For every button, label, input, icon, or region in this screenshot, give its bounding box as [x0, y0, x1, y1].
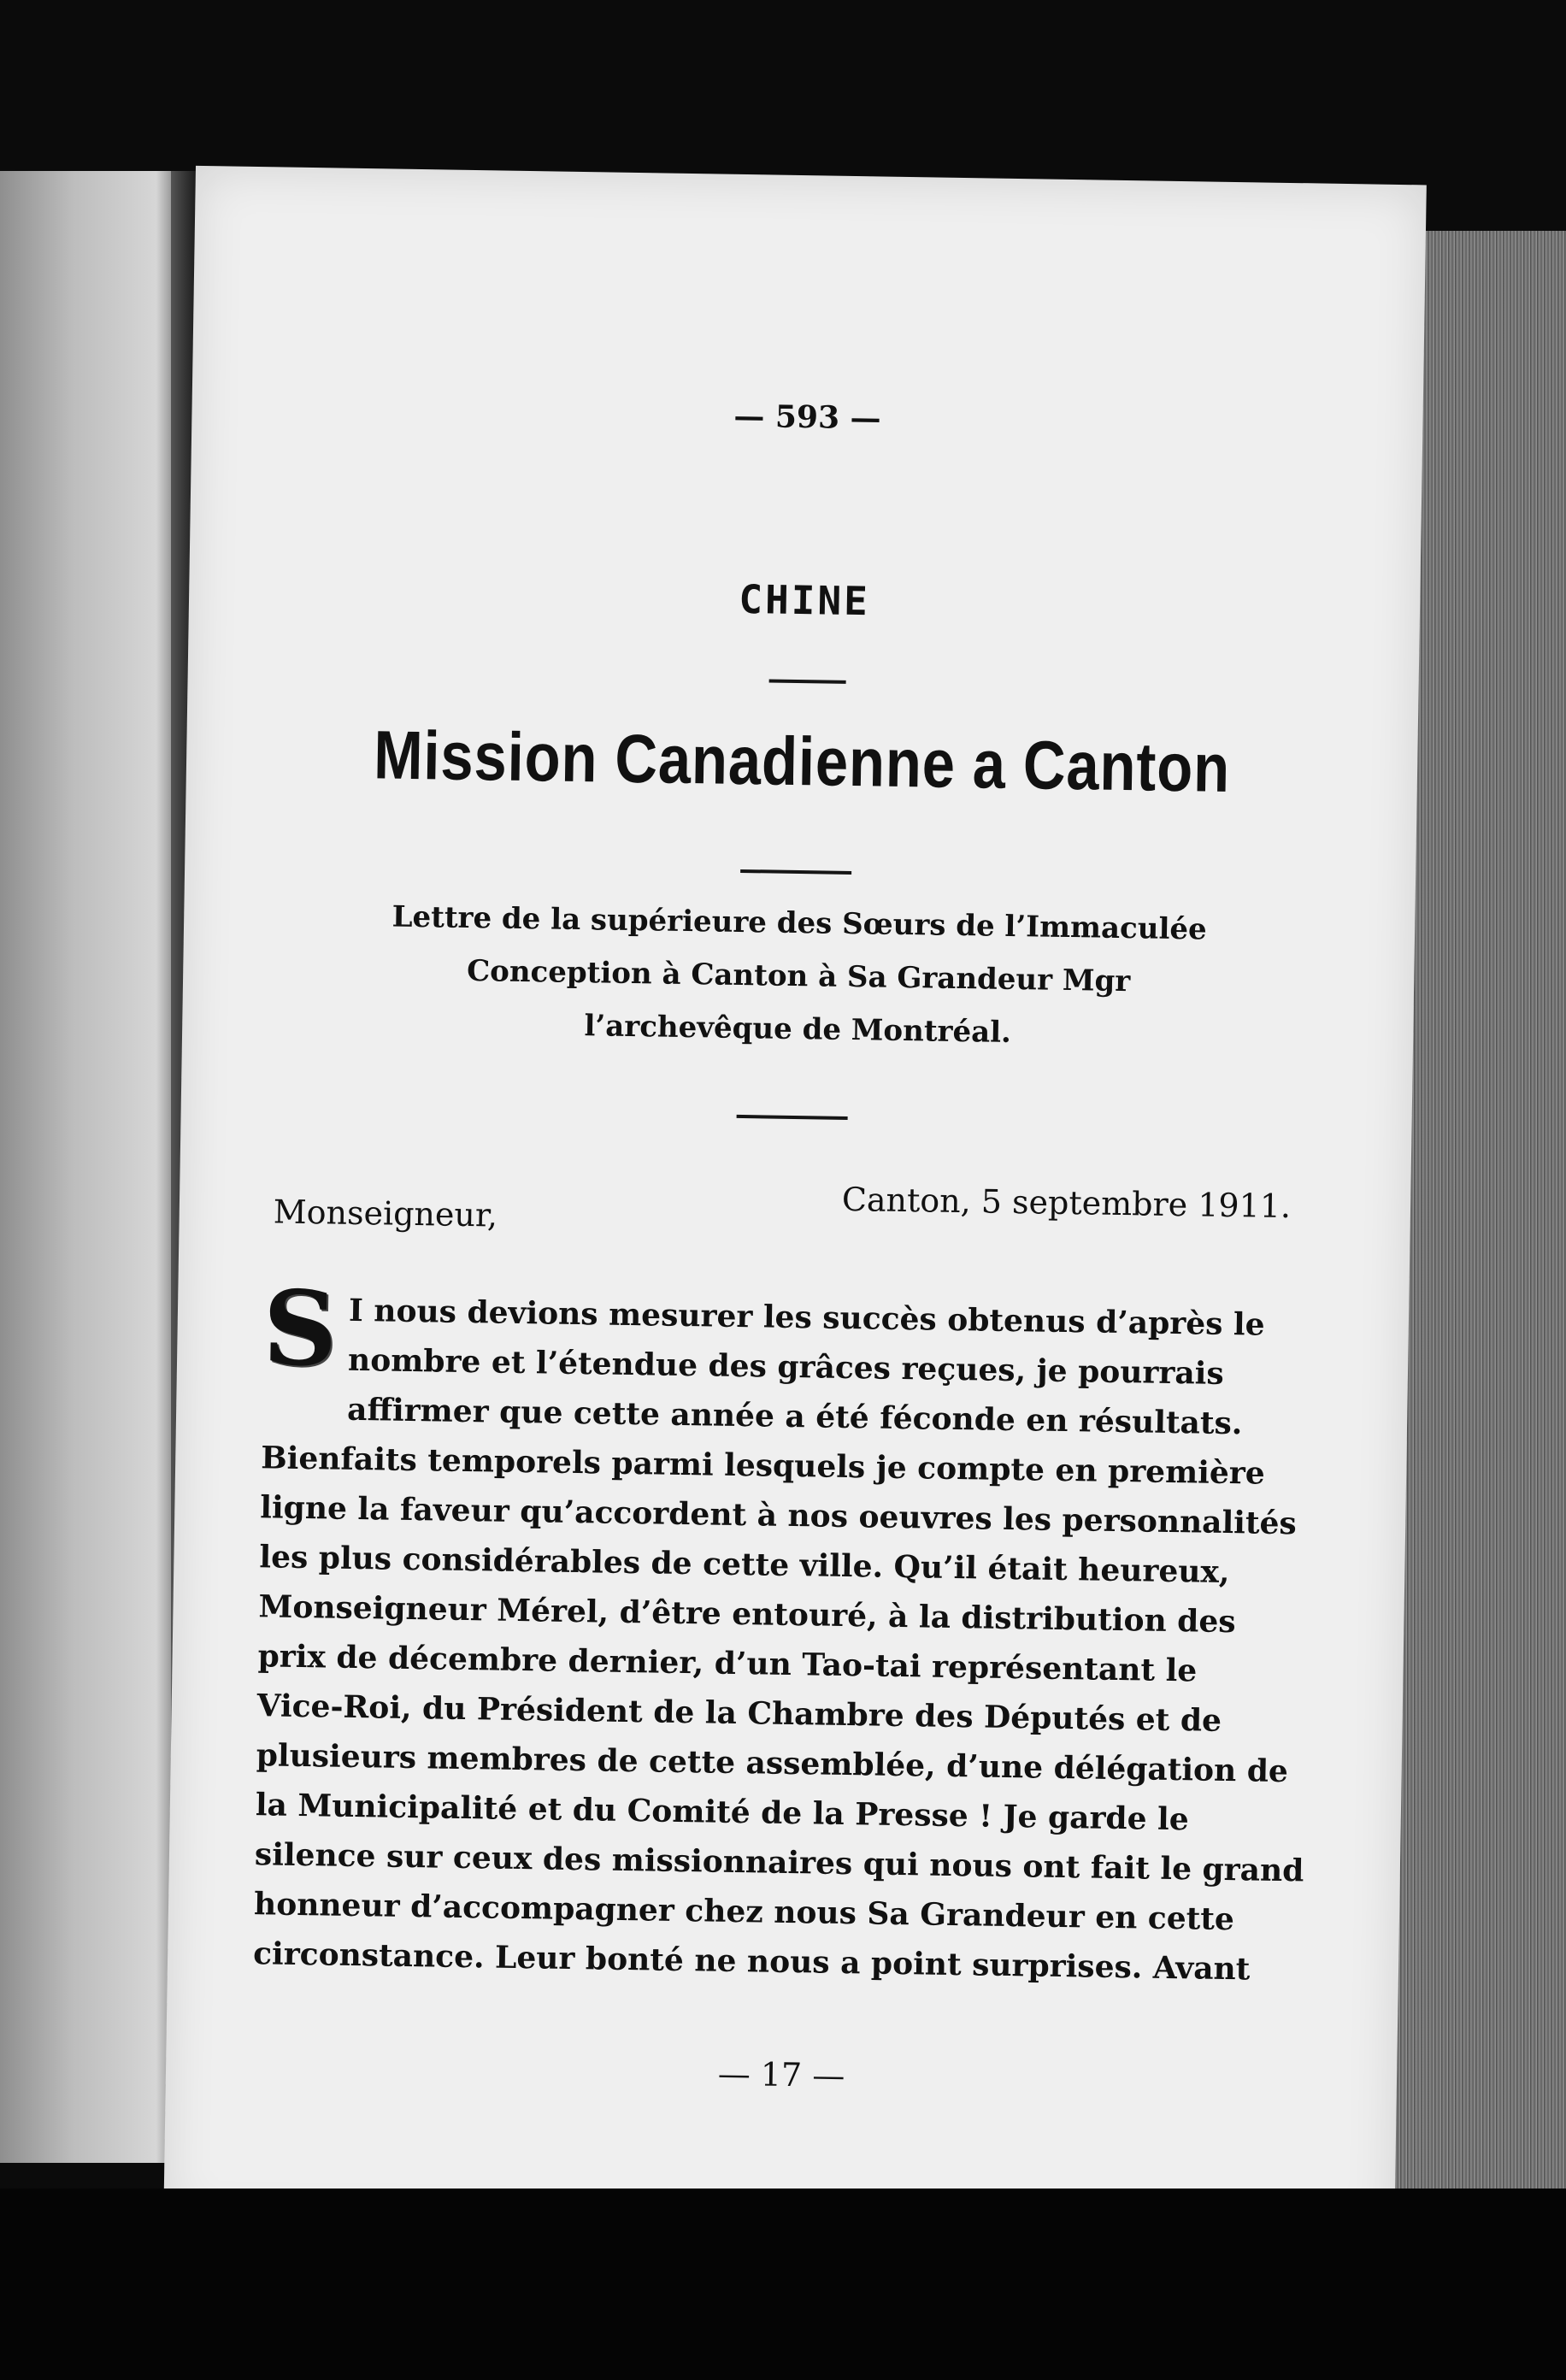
background-bottom: [0, 2189, 1566, 2380]
divider-rule: [737, 1115, 848, 1120]
subtitle-line: l’archevêque de Montréal.: [584, 1009, 1012, 1050]
body-line: ligne la faveur qu’accordent à nos oeuvres les personnalités: [260, 1489, 1298, 1542]
divider-rule: [769, 679, 846, 683]
article-title: Mission Canadienne a Canton: [373, 716, 1231, 806]
subtitle-line: Lettre de la supérieure des Sœurs de l’Immaculée: [392, 899, 1208, 947]
book-page: [163, 166, 1427, 2245]
body-line: Vice-Roi, du Président de la Chambre des Députés et de: [256, 1688, 1222, 1739]
divider-rule: [740, 869, 851, 875]
body-line: Monseigneur Mérel, d’être entouré, à la distribution des: [258, 1588, 1236, 1641]
page-number-bottom: — 17 —: [717, 2054, 845, 2095]
body-line: honneur d’accompagner chez nous Sa Grandeur en cette: [253, 1886, 1235, 1938]
left-page: [0, 171, 184, 2163]
body-line: plusieurs membres de cette assemblée, d’une délégation de: [256, 1737, 1289, 1790]
body-line: nombre et l’étendue des grâces reçues, je pourrais: [347, 1341, 1225, 1392]
body-line: circonstance. Leur bonté ne nous a point surprises. Avant: [252, 1935, 1251, 1988]
page-number-top: — 593 —: [733, 398, 881, 437]
body-line: Bienfaits temporels parmi lesquels je compte en première: [260, 1440, 1266, 1492]
subtitle-line: Conception à Canton à Sa Grandeur Mgr: [466, 953, 1131, 999]
body-line: I nous devions mesurer les succès obtenus d’après le: [348, 1292, 1265, 1343]
body-line: silence sur ceux des missionnaires qui nous ont fait le grand: [254, 1836, 1304, 1889]
body-line: les plus considérables de cette ville. Qu’il était heureux,: [259, 1539, 1230, 1591]
body-line: prix de décembre dernier, d’un Tao-tai représentant le: [257, 1638, 1198, 1689]
salutation: Monseigneur,: [273, 1193, 498, 1234]
dateline: Canton, 5 septembre 1911.: [841, 1180, 1292, 1226]
drop-cap: S: [262, 1268, 339, 1390]
body-line: affirmer que cette année a été féconde en résultats.: [346, 1391, 1243, 1442]
section-heading: CHINE: [738, 575, 871, 625]
body-line: la Municipalité et du Comité de la Presse ! Je garde le: [255, 1787, 1189, 1838]
